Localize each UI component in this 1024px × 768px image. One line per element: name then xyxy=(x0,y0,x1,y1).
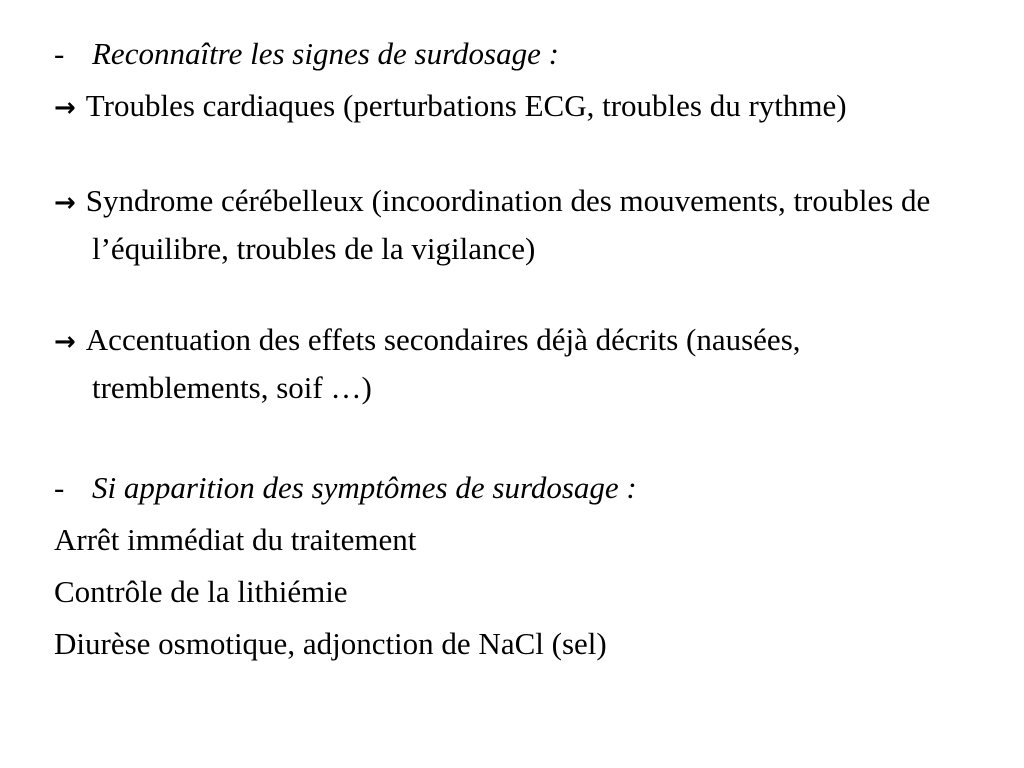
sign-item-text: Syndrome cérébelleux (incoordination des mouvements, troubles de l’équilibre, troubles de la vigilance) xyxy=(85,183,931,266)
sign-item-text: Troubles cardiaques (perturbations ECG, troubles du rythme) xyxy=(85,88,847,123)
action-osmotic-diuresis: Diurèse osmotique, adjonction de NaCl (sel) xyxy=(54,626,607,661)
sign-item-side-effects xyxy=(54,317,972,410)
heading-bullet: - xyxy=(54,470,65,505)
action-lithium-control: Contrôle de la lithiémie xyxy=(54,574,348,609)
heading-bullet: - xyxy=(54,36,65,71)
arrow-right-icon: → xyxy=(54,327,76,357)
arrow-right-icon: → xyxy=(54,93,76,123)
sign-item-text: Accentuation des effets secondaires déjà décrits (nausées, tremblements, soif …) xyxy=(85,322,801,405)
sign-item-cerebellar xyxy=(54,178,972,271)
sign-item-cardiac xyxy=(54,83,972,131)
action-stop-treatment: Arrêt immédiat du traitement xyxy=(54,522,417,557)
arrow-right-icon: → xyxy=(54,188,76,218)
heading-text: Si apparition des symptômes de surdosage : xyxy=(92,470,637,505)
heading-text: Reconnaître les signes de surdosage : xyxy=(92,36,559,71)
